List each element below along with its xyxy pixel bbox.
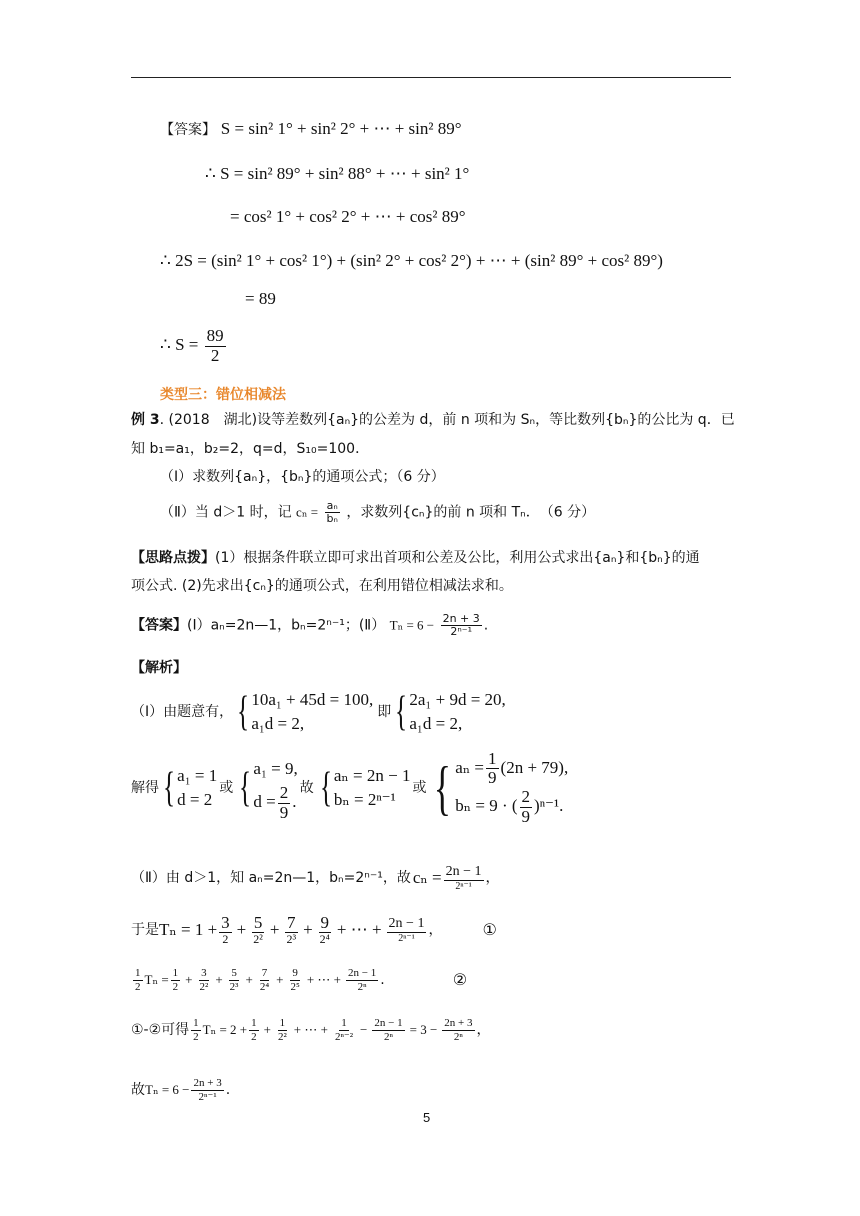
analysis-label: 【解析】 — [131, 660, 187, 676]
fraction — [346, 967, 378, 992]
solution-1 — [177, 764, 217, 812]
denominator: 2 — [210, 345, 220, 365]
system-row: a₁ = 1 — [177, 766, 218, 785]
numerator: 1 — [251, 1017, 257, 1030]
numerator: 9 — [292, 967, 298, 980]
denominator: 2 — [135, 980, 141, 993]
answer-line-1 — [160, 118, 462, 141]
plus-sign: + — [269, 920, 280, 939]
denominator: 9 — [521, 806, 531, 826]
analysis-p2 — [131, 748, 568, 828]
denominator: 2 — [172, 980, 179, 993]
period: . — [225, 1082, 231, 1098]
plus-sign: + — [245, 972, 253, 987]
fraction — [372, 1017, 404, 1042]
hint-line-1 — [131, 547, 700, 569]
denominator: 2ⁿ — [384, 1030, 393, 1043]
denominator: 2ⁿ⁻¹ — [198, 1090, 217, 1103]
solution-2 — [253, 754, 297, 822]
p7-prefix: 故 — [131, 1082, 145, 1098]
period: . — [292, 791, 297, 811]
answer2-tn: Tₙ = 6 − — [389, 617, 435, 633]
numerator: 89 — [206, 326, 224, 345]
comma: ， — [428, 922, 443, 938]
numerator: 3 — [221, 912, 230, 932]
fraction — [289, 967, 302, 992]
p6-eq: = 3 − — [409, 1022, 438, 1037]
p3-prefix: （Ⅱ）由 d＞1，知 aₙ=2n—1，bₙ=2ⁿ⁻¹，故 — [131, 870, 411, 886]
p1-prefix: （Ⅰ）由题意有， — [131, 704, 234, 720]
denominator: 9 — [488, 768, 497, 788]
left-brace: { — [239, 765, 252, 811]
comma: ， — [485, 870, 500, 886]
system-row: a₁ = 9, — [253, 758, 298, 778]
answer-line-2: ∴ S = sin² 89° + sin² 88° + ⋯ + sin² 1° — [205, 164, 470, 183]
fraction — [441, 613, 482, 638]
analysis-p1 — [131, 685, 506, 739]
analysis-p6 — [131, 1010, 491, 1050]
denominator: 2 — [193, 1030, 199, 1043]
example-q2 — [160, 500, 595, 525]
denominator: 2³ — [286, 932, 297, 947]
bn-rest: )ⁿ⁻¹. — [534, 796, 564, 816]
so: 故 — [299, 780, 314, 796]
answer2-line — [131, 613, 488, 638]
numerator: 5 — [231, 967, 237, 980]
numerator: 1 — [488, 748, 497, 768]
numerator: 2n + 3 — [442, 612, 480, 625]
marker-2: ② — [452, 970, 468, 989]
answer-line-4: ∴ 2S = (sin² 1° + cos² 1°) + (sin² 2° + cos² 2°) + ⋯ + (sin² 89° + cos² 89°) — [160, 251, 663, 270]
numerator: 7 — [261, 967, 268, 980]
example-line-1 — [131, 409, 735, 431]
plus-sign: + — [276, 972, 284, 987]
denominator: 2 — [222, 932, 229, 947]
numerator: 2n + 3 — [444, 1017, 473, 1030]
answer-eq-1: S = sin² 1° + sin² 2° + ⋯ + sin² 89° — [220, 119, 462, 138]
comma: ， — [476, 1022, 491, 1038]
denominator: 2³ — [229, 980, 239, 993]
analysis-p5 — [131, 960, 467, 1000]
answer-line-3: = cos² 1° + cos² 2° + ⋯ + cos² 89° — [230, 207, 466, 226]
page-number: 5 — [423, 1110, 431, 1125]
example-q1: （Ⅰ）求数列{aₙ}，{bₙ}的通项公式；（6 分） — [160, 469, 445, 485]
solution-3 — [334, 764, 411, 812]
numerator: 1 — [279, 1017, 286, 1030]
an-eq: aₙ = — [455, 757, 485, 777]
p3-c: cₙ = — [412, 868, 442, 887]
fraction — [191, 1077, 223, 1102]
fraction — [258, 967, 271, 992]
numerator: 1 — [193, 1017, 199, 1030]
numerator: 2n − 1 — [374, 1017, 403, 1030]
left-brace: { — [395, 689, 408, 735]
example-label: 例 3 — [131, 412, 160, 428]
system-row — [253, 784, 297, 822]
or-1: 或 — [219, 780, 234, 796]
q2-c: cₙ = — [296, 504, 319, 520]
fraction — [387, 916, 427, 943]
denominator: 2 — [251, 1030, 257, 1043]
numerator: 2n + 3 — [193, 1077, 222, 1090]
answer-label: 【答案】 — [160, 122, 216, 138]
p6-prefix: ①-②可得 — [131, 1022, 190, 1038]
p6-a: Tₙ = 2 + — [202, 1022, 248, 1037]
denominator: 2ⁿ — [357, 980, 367, 993]
p1-mid: 即 — [377, 704, 392, 720]
left-brace: { — [319, 765, 332, 811]
answer2-text: (Ⅰ）aₙ=2n—1，bₙ=2ⁿ⁻¹；(Ⅱ） — [187, 617, 386, 634]
numerator: 5 — [253, 912, 263, 932]
fraction — [133, 967, 143, 992]
analysis-p7 — [131, 1070, 230, 1110]
system-row — [455, 750, 568, 788]
p4-dots: + ⋯ + — [336, 920, 382, 939]
p4-start: Tₙ = 1 + — [159, 920, 218, 939]
fraction — [284, 914, 298, 947]
fraction — [198, 967, 211, 992]
period: . — [380, 972, 385, 988]
answer2-label: 【答案】 — [131, 617, 187, 634]
example-text-1: . (2018 湖北)设等差数列{aₙ}的公差为 d，前 n 项和为 Sₙ，等比数列{bₙ}的公比为 q．已 — [159, 412, 735, 428]
denominator: 2² — [199, 980, 209, 993]
denominator: 2ⁿ⁻¹ — [450, 625, 472, 639]
fraction — [219, 914, 232, 947]
equation-system-1 — [251, 688, 373, 736]
numerator: 9 — [320, 912, 330, 932]
fraction — [333, 1017, 355, 1042]
numerator: 1 — [135, 967, 141, 980]
plus-sign: + — [263, 1022, 271, 1037]
analysis-p4 — [131, 907, 497, 953]
analysis-p3 — [131, 858, 500, 898]
minus: − — [360, 1022, 368, 1037]
answer-line-6 — [160, 327, 228, 365]
an-rest: (2n + 79), — [500, 757, 569, 777]
p5-dots: + ⋯ + — [306, 972, 342, 987]
p6-dots: + ⋯ + — [293, 1022, 328, 1037]
denominator: 2⁴ — [319, 932, 330, 947]
denominator: 2⁵ — [290, 980, 300, 993]
fraction — [228, 967, 241, 992]
period: . — [483, 617, 489, 634]
system-row: 2a₁ + 9d = 20, — [409, 690, 506, 709]
equation-system-2 — [409, 688, 505, 736]
hint-text-1: (1）根据条件联立即可求出首项和公差及公比，利用公式求出{aₙ}和{bₙ}的通 — [215, 550, 700, 566]
numerator: 3 — [201, 967, 207, 980]
fraction — [276, 1017, 289, 1042]
numerator: 1 — [172, 967, 179, 980]
plus-sign: + — [215, 972, 223, 987]
numerator: aₙ — [326, 499, 338, 512]
q2-prefix: （Ⅱ）当 d＞1 时，记 — [160, 504, 292, 521]
fraction — [278, 784, 291, 822]
numerator: 2 — [279, 782, 289, 802]
plus-sign: + — [185, 972, 193, 987]
denominator: 2⁴ — [259, 980, 270, 993]
denominator: bₙ — [326, 512, 338, 526]
p5-lhs: Tₙ = — [144, 972, 169, 987]
system-row: d = 2 — [177, 790, 213, 809]
system-row — [455, 788, 568, 826]
fraction — [442, 1017, 474, 1042]
header-rule — [131, 77, 731, 78]
fraction — [486, 750, 499, 788]
bn-eq: bₙ = 9 · ( — [455, 796, 518, 816]
section-heading: 类型三：错位相减法 — [160, 387, 286, 403]
p2-prefix: 解得 — [131, 780, 159, 796]
p6-terms — [247, 1017, 291, 1042]
denominator: 2ⁿ⁻¹ — [398, 932, 415, 944]
p4-prefix: 于是 — [131, 922, 159, 938]
left-brace: { — [163, 765, 176, 811]
p4-terms — [217, 914, 334, 947]
denominator: 2ⁿ⁻² — [334, 1030, 354, 1043]
marker-1: ① — [482, 920, 497, 939]
q2-suffix: ，求数列{cₙ}的前 n 项和 Tₙ． （6 分） — [346, 504, 596, 521]
denominator: 2² — [253, 932, 263, 947]
or-2: 或 — [412, 780, 427, 796]
numerator: 2n − 1 — [348, 967, 377, 980]
denominator: 9 — [279, 802, 289, 822]
p7-tn: Tₙ = 6 − — [145, 1082, 190, 1097]
d-eq: d = — [253, 791, 276, 811]
numerator: 2 — [521, 787, 531, 806]
answer-line-6-prefix: ∴ S = — [160, 335, 199, 355]
denominator: 2ⁿ⁻¹ — [455, 880, 472, 892]
numerator: 2n − 1 — [388, 916, 425, 932]
hint-line-2: 项公式. (2)先求出{cₙ}的通项公式，在利用错位相减法求和。 — [131, 578, 513, 594]
p5-terms — [169, 967, 304, 992]
system-row: a₁d = 2, — [409, 714, 463, 733]
plus-sign: + — [236, 920, 247, 939]
fraction — [171, 967, 181, 992]
denominator: 2ⁿ — [453, 1030, 463, 1043]
example-line-2: 知 b₁=a₁，b₂=2，q=d，S₁₀=100． — [131, 441, 370, 457]
fraction — [251, 914, 265, 947]
numerator: 2n − 1 — [445, 864, 482, 880]
left-brace: { — [237, 689, 250, 735]
fraction — [520, 788, 533, 826]
system-row: bₙ = 2ⁿ⁻¹ — [333, 790, 396, 809]
fraction — [324, 500, 339, 525]
numerator: 1 — [341, 1017, 347, 1030]
solution-4 — [455, 750, 568, 827]
fraction — [249, 1017, 259, 1042]
system-row: 10a₁ + 45d = 100, — [251, 690, 374, 709]
denominator: 2² — [277, 1030, 287, 1043]
fraction — [205, 327, 226, 365]
answer-line-5: = 89 — [245, 289, 276, 308]
system-row: aₙ = 2n − 1 — [333, 766, 411, 785]
system-row: a₁d = 2, — [251, 714, 305, 733]
hint-label: 【思路点拨】 — [131, 550, 215, 566]
fraction — [318, 914, 332, 947]
left-brace: { — [434, 755, 452, 821]
numerator: 7 — [287, 912, 296, 932]
plus-sign: + — [303, 920, 313, 939]
fraction — [444, 864, 484, 891]
fraction — [191, 1017, 201, 1042]
